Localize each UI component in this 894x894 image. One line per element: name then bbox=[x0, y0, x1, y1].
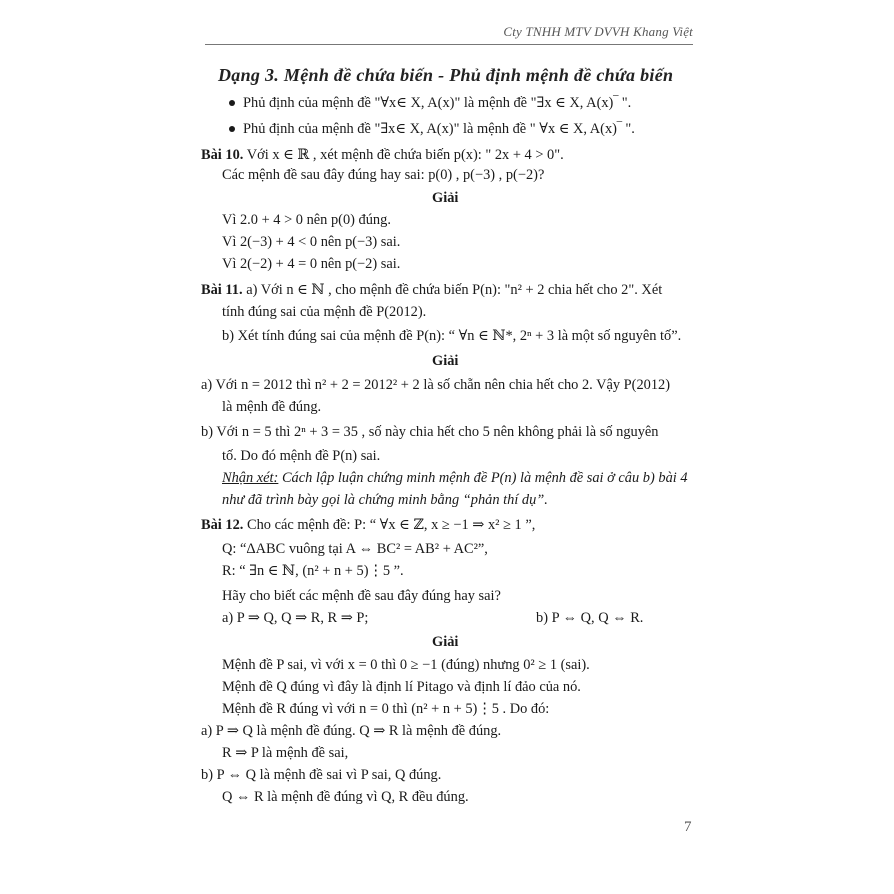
bai11-sol-a2: là mệnh đề đúng. bbox=[222, 399, 322, 415]
bai10-line2: Các mệnh đề sau đây đúng hay sai: p(0) , p(−3) , p(−2)? bbox=[222, 167, 545, 183]
remark-label: Nhận xét: bbox=[222, 470, 279, 486]
bai11-giai: Giải bbox=[432, 353, 459, 369]
bai11-label: Bài 11. bbox=[201, 282, 243, 298]
bai12-sol7: Q ⇔ R là mệnh đề đúng vì Q, R đều đúng. bbox=[222, 789, 469, 805]
bai12-sol1: Mệnh đề P sai, vì với x = 0 thì 0 ≥ −1 (đúng) nhưng 0² ≥ 1 (sai). bbox=[222, 657, 590, 673]
header-publisher: Cty TNHH MTV DVVH Khang Việt bbox=[503, 24, 693, 39]
bai11-sol-a1: a) Với n = 2012 thì n² + 2 = 2012² + 2 là số chẵn nên chia hết cho 2. Vậy P(2012) bbox=[201, 377, 671, 393]
bai12-sol4: a) P ⇒ Q là mệnh đề đúng. Q ⇒ R là mệnh đề đúng. bbox=[201, 723, 502, 739]
bai10-sol1: Vì 2.0 + 4 > 0 nên p(0) đúng. bbox=[222, 212, 391, 228]
section-title: Dạng 3. Mệnh đề chứa biến - Phủ định mệnh đề chứa biến bbox=[218, 65, 674, 85]
bullet-icon bbox=[229, 100, 235, 106]
bai11-sol-b1: b) Với n = 5 thì 2ⁿ + 3 = 35 , số này chia hết cho 5 nên không phải là số nguyên bbox=[201, 424, 659, 440]
bai12-question-b: b) P ⇔ Q, Q ⇔ R. bbox=[536, 610, 644, 626]
bai12-label: Bài 12. bbox=[201, 517, 244, 533]
bai11-line3: b) Xét tính đúng sai của mệnh đề P(n): “ ∀n ∈ ℕ*, 2ⁿ + 3 là một số nguyên tố”. bbox=[222, 328, 682, 344]
page-number: 7 bbox=[684, 819, 692, 835]
bai11-text1: a) Với n ∈ ℕ , cho mệnh đề chứa biến P(n): "n² + 2 chia hết cho 2". Xét bbox=[246, 282, 663, 298]
bai11-sol-b2: tố. Do đó mệnh đề P(n) sai. bbox=[222, 448, 381, 464]
bai11-remark1 bbox=[222, 469, 688, 487]
bai12-question-a: a) P ⇒ Q, Q ⇒ R, R ⇒ P; bbox=[222, 610, 369, 626]
bai12-line4: Hãy cho biết các mệnh đề sau đây đúng hay sai? bbox=[222, 588, 501, 604]
bai10-sol2: Vì 2(−3) + 4 < 0 nên p(−3) sai. bbox=[222, 234, 401, 250]
bai10-label: Bài 10. bbox=[201, 147, 244, 163]
bai10-sol3: Vì 2(−2) + 4 = 0 nên p(−2) sai. bbox=[222, 256, 401, 272]
bai10-giai: Giải bbox=[432, 190, 459, 206]
running-header bbox=[205, 20, 693, 45]
bai10-line1 bbox=[201, 146, 564, 164]
bai12-sol3: Mệnh đề R đúng vì với n = 0 thì (n² + n + 5)⋮5 . Do đó: bbox=[222, 701, 550, 717]
bai12-sol6: b) P ⇔ Q là mệnh đề sai vì P sai, Q đúng. bbox=[201, 767, 442, 783]
bai11-line1 bbox=[201, 281, 662, 299]
bai12-text1: Cho các mệnh đề: P: “ ∀x ∈ ℤ, x ≥ −1 ⇒ x² ≥ 1 ”, bbox=[247, 517, 536, 533]
bai11-remark2: như đã trình bày gọi là chứng minh bằng “phản thí dụ”. bbox=[222, 492, 548, 508]
bai12-line1 bbox=[201, 516, 535, 534]
bai12-line2: Q: “ΔABC vuông tại A ⇔ BC² = AB² + AC²”, bbox=[222, 541, 488, 557]
bullet-icon bbox=[229, 126, 235, 132]
bai12-line3: R: “ ∃n ∈ ℕ, (n² + n + 5)⋮5 ”. bbox=[222, 563, 404, 579]
bai11-line2: tính đúng sai của mệnh đề P(2012). bbox=[222, 304, 427, 320]
bullet-item: Phủ định của mệnh đề "∀x∈ X, A(x)" là mệnh đề "∃x ∈ X, A(x)‾ ". bbox=[243, 95, 632, 111]
bai10-text1: Với x ∈ ℝ , xét mệnh đề chứa biến p(x): " 2x + 4 > 0". bbox=[246, 147, 564, 163]
bai12-giai: Giải bbox=[432, 634, 459, 650]
remark-text1: Cách lập luận chứng minh mệnh đề P(n) là mệnh đề sai ở câu b) bài 4 bbox=[278, 470, 688, 486]
bai12-sol5: R ⇒ P là mệnh đề sai, bbox=[222, 745, 349, 761]
bai12-sol2: Mệnh đề Q đúng vì đây là định lí Pitago và định lí đảo của nó. bbox=[222, 679, 581, 695]
bullet-item: Phủ định của mệnh đề "∃x∈ X, A(x)" là mệnh đề " ∀x ∈ X, A(x)‾ ". bbox=[243, 121, 635, 137]
